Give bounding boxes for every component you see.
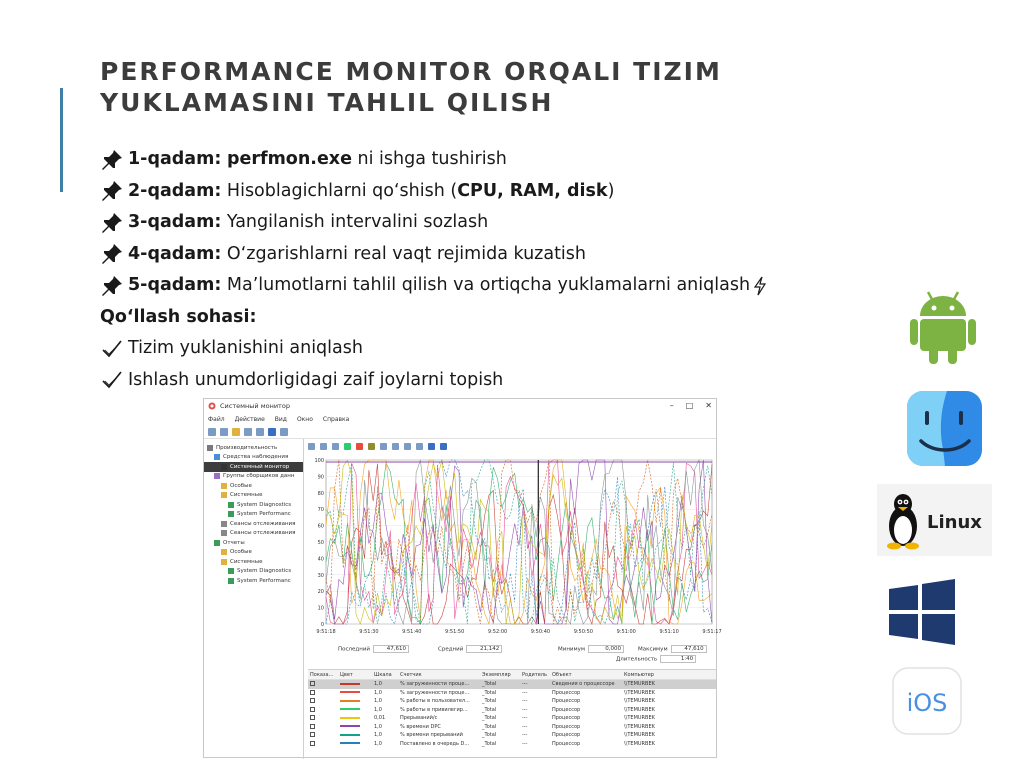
table-row[interactable]	[308, 680, 716, 689]
cell-parent: ---	[522, 681, 528, 688]
tree-item-label: Особые	[230, 549, 252, 556]
cell-parent: ---	[522, 715, 528, 722]
cell-object: Процессор	[552, 715, 581, 722]
tree-item-label: System Diagnostics	[237, 501, 292, 508]
step-icon[interactable]	[440, 443, 447, 450]
cell-parent: ---	[522, 732, 528, 739]
cell-scale: 1,0	[374, 689, 382, 696]
tree-item[interactable]	[204, 510, 303, 520]
cell-counter: % времени прерываний	[400, 732, 463, 739]
cell-counter: % времени DPC	[400, 723, 441, 730]
pushpin-icon	[100, 148, 124, 172]
x-tick-label: 9:51:40	[402, 629, 422, 635]
ios-label: iOS	[906, 689, 948, 717]
cell-computer: \\TEMURBEK	[624, 740, 655, 747]
stat-avg-value: 21,142	[466, 645, 502, 653]
cell-instance: _Total	[482, 723, 497, 730]
step-4	[100, 239, 890, 271]
cell-scale: 0,01	[374, 715, 386, 722]
column-header[interactable]: Счетчик	[400, 671, 422, 678]
step-text: Ma’lumotlarni tahlil qilish va ortiqcha yuklamalarni aniqlash	[221, 275, 751, 295]
stat-min	[558, 645, 624, 653]
x-tick-label: 9:51:30	[359, 629, 379, 635]
cell-computer: \\TEMURBEK	[624, 723, 655, 730]
menu-help[interactable]: Справка	[322, 415, 350, 423]
cell-instance: _Total	[482, 706, 497, 713]
table-row[interactable]	[308, 706, 716, 715]
stat-max	[638, 645, 707, 653]
cell-instance: _Total	[482, 681, 497, 688]
table-row[interactable]	[308, 697, 716, 706]
minimize-icon[interactable]: –	[669, 401, 674, 410]
tree-item-label: Системные	[230, 492, 263, 499]
y-tick-label: 20	[317, 589, 324, 596]
table-row[interactable]	[308, 714, 716, 723]
forward-icon[interactable]	[220, 428, 228, 436]
menu-action[interactable]: Действие	[234, 415, 265, 423]
tree-item[interactable]	[204, 557, 303, 567]
tree-item-label: Особые	[230, 482, 252, 489]
color-cell	[338, 698, 372, 704]
show-checkbox-cell[interactable]	[308, 724, 338, 730]
linux-label: Linux	[927, 512, 982, 533]
step-label: 5-qadam:	[128, 275, 222, 295]
tree-node-icon	[214, 473, 220, 479]
perfmon-app-icon	[208, 402, 216, 410]
cell-object: Процессор	[552, 689, 581, 696]
tree-item[interactable]	[204, 491, 303, 501]
tree-item[interactable]	[204, 462, 303, 472]
color-cell	[338, 707, 372, 713]
column-header[interactable]: Цвет	[340, 671, 353, 678]
usage-item-1	[100, 333, 890, 365]
cell-object: Сведения о процессоре	[552, 681, 615, 688]
tree-node-icon	[221, 521, 227, 527]
color-swatch	[340, 691, 360, 693]
stats-row	[308, 642, 716, 666]
cell-scale: 1,0	[374, 732, 382, 739]
cell-scale: 1,0	[374, 740, 382, 747]
table-row[interactable]	[308, 723, 716, 732]
column-header[interactable]: Шкала	[374, 671, 392, 678]
color-cell	[338, 724, 372, 730]
x-tick-label: 9:50:50	[573, 629, 593, 635]
stat-duration-label: Длительность	[616, 656, 658, 663]
window-controls	[670, 401, 712, 410]
android-icon	[908, 286, 978, 366]
cell-parent: ---	[522, 689, 528, 696]
check-icon	[100, 338, 124, 360]
linux-tux-icon	[877, 484, 992, 556]
step-1	[100, 144, 890, 176]
step-tail: )	[607, 180, 615, 201]
counter-table	[308, 669, 716, 757]
color-swatch	[340, 725, 360, 727]
cell-computer: \\TEMURBEK	[624, 706, 655, 713]
step-text: O‘zgarishlarni real vaqt rejimida kuzatish	[221, 243, 587, 264]
tree-item-label: System Diagnostics	[237, 568, 292, 575]
accent-bar	[60, 88, 63, 192]
cell-counter: Поставлено в очередь D...	[400, 740, 470, 747]
y-tick-label: 40	[317, 556, 324, 563]
step-label: 4-qadam:	[128, 243, 222, 264]
column-header[interactable]: Компьютер	[624, 671, 654, 678]
table-header-row	[308, 670, 716, 680]
back-icon[interactable]	[208, 428, 216, 436]
cell-object: Процессор	[552, 698, 581, 705]
pushpin-icon	[100, 211, 124, 235]
window-titlebar	[204, 399, 716, 413]
step-bold: CPU, RAM, disk	[457, 180, 608, 201]
color-swatch	[340, 717, 360, 719]
cell-counter: % загруженности проце...	[400, 681, 470, 688]
zoom-icon[interactable]	[416, 443, 423, 450]
cell-counter: % загруженности проце...	[400, 689, 470, 696]
cell-object: Процессор	[552, 740, 581, 747]
color-cell	[338, 690, 372, 696]
step-label: 3-qadam:	[128, 212, 222, 232]
panel-icon[interactable]	[280, 428, 288, 436]
y-tick-label: 0	[320, 622, 324, 628]
show-checkbox[interactable]	[310, 707, 315, 712]
color-cell	[338, 681, 372, 687]
tree-node-icon	[221, 549, 227, 555]
cell-parent: ---	[522, 723, 528, 730]
cell-object: Процессор	[552, 706, 581, 713]
stat-min-value: 0,000	[588, 645, 624, 653]
main-toolbar	[204, 425, 716, 439]
step-text: Hisoblagichlarni qo‘shish (	[221, 180, 458, 201]
usage-item-text: Ishlash unumdorligidagi zaif joylarni topish	[128, 369, 504, 390]
column-header[interactable]: Экземпляр	[482, 671, 511, 678]
tree-item-label: Системные	[230, 558, 263, 565]
view-graph-icon[interactable]	[308, 443, 315, 450]
show-checkbox-cell[interactable]	[308, 715, 338, 721]
show-checkbox[interactable]	[310, 698, 315, 703]
x-tick-label: 9:52:00	[487, 629, 508, 635]
tree-item-label: Группы сборщиков данн	[223, 473, 295, 480]
maximize-icon[interactable]: □	[685, 401, 694, 410]
step-text: ni ishga tushirish	[351, 149, 507, 169]
stat-duration-value: 1:40	[660, 655, 696, 663]
step-2	[100, 176, 890, 208]
usage-item-text: Tizim yuklanishini aniqlash	[128, 338, 363, 358]
tree-item-label: Сеансы отслеживания	[230, 520, 296, 527]
tree-item[interactable]	[204, 576, 303, 586]
table-row[interactable]	[308, 731, 716, 740]
tree-node-icon	[228, 511, 234, 517]
tree-item[interactable]	[204, 500, 303, 510]
tree-item[interactable]	[204, 538, 303, 548]
tree-item[interactable]	[204, 472, 303, 482]
window-title: Системный монитор	[220, 402, 290, 410]
tree-node-icon	[207, 445, 213, 451]
slide-title: PERFORMANCE MONITOR ORQALI TIZIM YUKLAMASINI TAHLIL QILISH	[100, 57, 722, 117]
show-checkbox-cell[interactable]	[308, 707, 338, 713]
cell-parent: ---	[522, 706, 528, 713]
color-swatch	[340, 708, 360, 710]
performance-graph[interactable]	[308, 454, 722, 642]
add-counter-icon[interactable]	[344, 443, 351, 450]
x-tick-label: 9:51:18	[316, 629, 336, 635]
menu-window[interactable]: Окно	[296, 415, 313, 423]
tree-item-label: System Performanc	[237, 511, 291, 518]
cell-counter: % работы в пользовател...	[400, 698, 470, 705]
cell-object: Процессор	[552, 723, 581, 730]
stat-max-value: 47,610	[671, 645, 707, 653]
tree-node-icon	[221, 530, 227, 536]
show-checkbox[interactable]	[310, 690, 315, 695]
cell-counter: Прерываний/с	[400, 715, 438, 722]
step-label: 2-qadam:	[128, 180, 222, 201]
cell-object: Процессор	[552, 732, 581, 739]
windows-icon	[887, 577, 957, 647]
show-checkbox[interactable]	[310, 715, 315, 720]
tree-item[interactable]	[204, 548, 303, 558]
properties-icon[interactable]	[404, 443, 411, 450]
tree-node-icon	[228, 578, 234, 584]
navigation-tree	[204, 439, 304, 759]
cell-instance: _Total	[482, 689, 497, 696]
check-icon	[100, 369, 124, 391]
stat-last	[338, 645, 409, 653]
step-5	[100, 270, 890, 302]
show-checkbox-cell[interactable]	[308, 698, 338, 704]
lightning-icon	[753, 276, 767, 296]
stat-duration	[616, 655, 696, 663]
tree-item-label: Отчеты	[223, 539, 245, 546]
y-tick-label: 70	[317, 507, 324, 514]
cell-computer: \\TEMURBEK	[624, 681, 655, 688]
step-bold: perfmon.exe	[226, 149, 352, 169]
cell-instance: _Total	[482, 740, 497, 747]
usage-heading	[100, 302, 890, 334]
tree-item-label: Системный монитор	[230, 463, 290, 470]
console-icon[interactable]	[244, 428, 252, 436]
show-checkbox-cell[interactable]	[308, 681, 338, 687]
x-tick-label: 9:51:17	[702, 629, 722, 635]
tree-node-icon	[221, 492, 227, 498]
graph-toolbar	[308, 440, 716, 452]
x-tick-label: 9:51:10	[659, 629, 679, 635]
cell-scale: 1,0	[374, 698, 382, 705]
color-swatch	[340, 734, 360, 736]
stat-last-label: Последний	[338, 646, 370, 653]
x-tick-label: 9:50:40	[530, 629, 551, 635]
close-icon[interactable]: ✕	[705, 401, 712, 410]
color-cell	[338, 741, 372, 747]
column-header[interactable]: Родитель	[522, 671, 547, 678]
menu-bar	[204, 413, 716, 425]
cell-parent: ---	[522, 740, 528, 747]
change-graph-type-icon[interactable]	[332, 443, 339, 450]
properties-icon[interactable]	[256, 428, 264, 436]
step-label: 1-qadam:	[128, 149, 222, 169]
stat-min-label: Минимум	[558, 646, 586, 653]
tree-item-label: Сеансы отслеживания	[230, 530, 296, 537]
usage-item-2	[100, 365, 890, 397]
y-tick-label: 50	[317, 540, 324, 546]
tree-item[interactable]	[204, 453, 303, 463]
show-checkbox[interactable]	[310, 732, 315, 737]
cell-parent: ---	[522, 698, 528, 705]
help-icon[interactable]	[268, 428, 276, 436]
tree-item-label: Средства наблюдения	[223, 454, 289, 461]
color-swatch	[340, 683, 360, 685]
steps-list	[100, 144, 890, 396]
show-checkbox[interactable]	[310, 724, 315, 729]
tree-item[interactable]	[204, 443, 303, 453]
perfmon-window	[203, 398, 722, 758]
table-row[interactable]	[308, 740, 716, 749]
tree-node-icon	[214, 454, 220, 460]
show-checkbox-cell[interactable]	[308, 690, 338, 696]
table-row[interactable]	[308, 689, 716, 698]
tree-item[interactable]	[204, 519, 303, 529]
tree-node-icon	[221, 464, 227, 470]
show-checkbox-cell[interactable]	[308, 741, 338, 747]
usage-heading-text: Qo‘llash sohasi:	[100, 306, 257, 327]
pushpin-icon	[100, 274, 124, 298]
menu-view[interactable]: Вид	[274, 415, 287, 423]
tree-node-icon	[228, 568, 234, 574]
cell-computer: \\TEMURBEK	[624, 732, 655, 739]
tree-item[interactable]	[204, 567, 303, 577]
color-swatch	[340, 742, 360, 744]
color-swatch	[340, 700, 360, 702]
cell-scale: 1,0	[374, 706, 382, 713]
tree-item-label: Производительность	[216, 444, 278, 451]
color-cell	[338, 732, 372, 738]
linux-tux-graphic	[877, 484, 992, 556]
y-tick-label: 10	[317, 605, 324, 612]
show-checkbox[interactable]	[310, 741, 315, 746]
cell-instance: _Total	[482, 715, 497, 722]
show-checkbox-cell[interactable]	[308, 732, 338, 738]
y-tick-label: 90	[317, 474, 324, 481]
stat-last-value: 47,610	[373, 645, 409, 653]
cell-computer: \\TEMURBEK	[624, 689, 655, 696]
clear-icon[interactable]	[320, 443, 327, 450]
menu-file[interactable]: Файл	[208, 415, 225, 423]
cell-counter: % работы в привилегир...	[400, 706, 468, 713]
tree-item[interactable]	[204, 481, 303, 491]
tree-item[interactable]	[204, 529, 303, 539]
cell-scale: 1,0	[374, 681, 382, 688]
cell-computer: \\TEMURBEK	[624, 698, 655, 705]
step-text: Yangilanish intervalini sozlash	[221, 212, 489, 232]
x-tick-label: 9:51:00	[616, 629, 636, 635]
pause-icon[interactable]	[428, 443, 435, 450]
ios-icon	[892, 667, 962, 735]
copy-icon[interactable]	[380, 443, 387, 450]
tree-node-icon	[214, 540, 220, 546]
tree-node-icon	[228, 502, 234, 508]
y-tick-label: 100	[314, 458, 324, 464]
cell-instance: _Total	[482, 732, 497, 739]
stat-max-label: Максимум	[638, 646, 668, 653]
show-checkbox[interactable]	[310, 681, 315, 686]
highlight-icon[interactable]	[368, 443, 375, 450]
stat-avg	[438, 645, 502, 653]
paste-icon[interactable]	[392, 443, 399, 450]
stat-avg-label: Средний	[438, 646, 464, 653]
tree-node-icon	[221, 559, 227, 565]
y-tick-label: 60	[317, 523, 324, 530]
tree-item-label: System Performanc	[237, 577, 291, 584]
cell-scale: 1,0	[374, 723, 382, 730]
x-tick-label: 9:51:50	[445, 629, 465, 635]
pushpin-icon	[100, 242, 124, 266]
pushpin-icon	[100, 179, 124, 203]
y-tick-label: 80	[317, 490, 324, 497]
column-header[interactable]: Показа...	[310, 671, 334, 678]
y-tick-label: 30	[317, 572, 324, 579]
macos-finder-icon	[907, 391, 982, 466]
cell-computer: \\TEMURBEK	[624, 715, 655, 722]
cell-instance: _Total	[482, 698, 497, 705]
tree-node-icon	[221, 483, 227, 489]
column-header[interactable]: Объект	[552, 671, 572, 678]
delete-counter-icon[interactable]	[356, 443, 363, 450]
folder-icon[interactable]	[232, 428, 240, 436]
color-cell	[338, 715, 372, 721]
step-3	[100, 207, 890, 239]
